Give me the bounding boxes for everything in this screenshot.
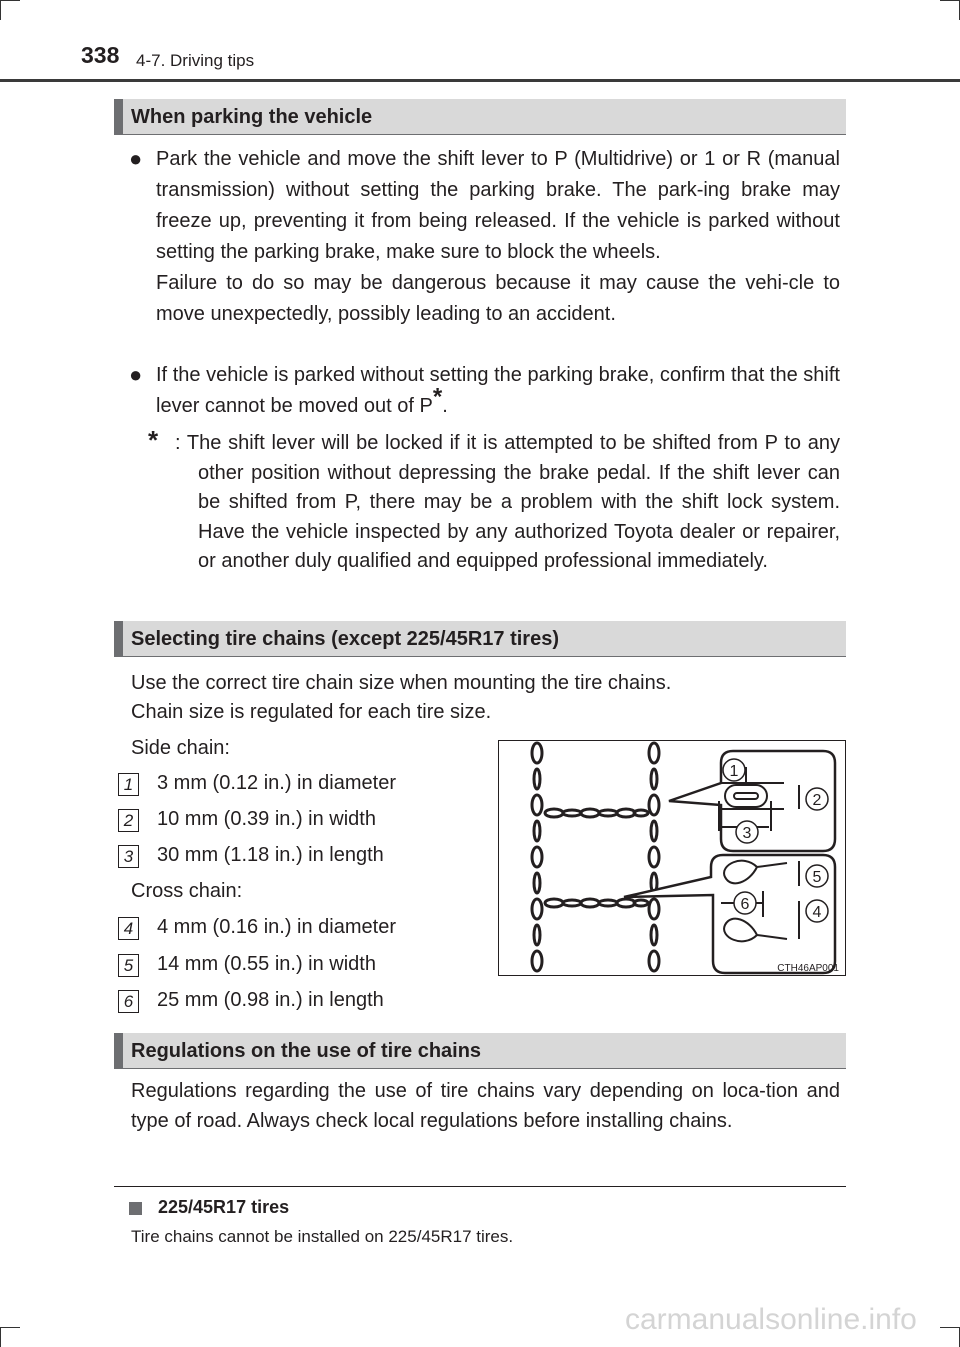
crop-mark: [940, 0, 960, 1]
callout-2: 2: [812, 792, 822, 809]
section-title: When parking the vehicle: [131, 106, 373, 128]
side-chain-label: Side chain:: [131, 737, 230, 759]
chapter-title: 4-7. Driving tips: [136, 51, 255, 70]
watermark: carmanualsonline.info: [625, 1303, 917, 1336]
chain-illustration: [499, 741, 845, 975]
spec-text: 10 mm (0.39 in.) in width: [157, 808, 376, 830]
spec-number: 1: [118, 773, 139, 796]
square-bullet-icon: [129, 1202, 142, 1215]
bullet-paragraph: Park the vehicle and move the shift lever to P (Multidrive) or 1 or R (manual transmission) without setting the parking brake. The park-ing brake may freeze up, preventing it from being released. If the vehicle is parked without setting the parking brake, make sure to block the wheels.: [156, 148, 840, 263]
section-title: Selecting tire chains (except 225/45R17 tires): [131, 628, 559, 650]
footnote-text: : The shift lever will be locked if it is attempted to be shifted from P to any other position without depressing the brake pedal. If the shift lever can be shifted from P, there may be a problem with the shift lock system. Have the vehicle inspected by any authorized Toyota dealer or repairer, or another duly qualified and equipped professional immediately.: [175, 432, 840, 573]
bullet-dot: ●: [129, 362, 143, 387]
bullet-dot: ●: [129, 146, 143, 171]
spec-number: 6: [118, 990, 139, 1013]
note-star: *: [148, 425, 159, 455]
crop-mark: [0, 0, 1, 20]
spec-text: 4 mm (0.16 in.) in diameter: [157, 916, 396, 938]
subsection-title: 225/45R17 tires: [158, 1197, 290, 1217]
callout-5: 5: [812, 869, 822, 886]
bullet-paragraph: If the vehicle is parked without setting the parking brake, confirm that the shift lever cannot be moved out of P: [156, 364, 840, 417]
crop-mark: [0, 1327, 1, 1347]
spec-number: 5: [118, 954, 139, 977]
spec-text: 30 mm (1.18 in.) in length: [157, 844, 384, 866]
spec-number: 2: [118, 809, 139, 832]
cross-chain-label: Cross chain:: [131, 880, 243, 902]
page-number: 338: [81, 42, 120, 68]
figure-code: CTH46AP001: [777, 963, 839, 974]
spec-number: 3: [118, 845, 139, 868]
header-rule: [0, 79, 960, 82]
footnote-marker: *: [432, 383, 443, 411]
spec-number: 4: [118, 917, 139, 940]
callout-4: 4: [812, 904, 822, 921]
section-rule: [114, 1186, 846, 1187]
callout-1: 1: [729, 763, 739, 780]
tire-chain-diagram: [498, 740, 846, 976]
bullet-paragraph: Failure to do so may be dangerous because it may cause the vehi-cle to move unexpectedly, possibly leading to an accident.: [156, 272, 840, 325]
period: .: [442, 395, 448, 417]
spec-text: 3 mm (0.12 in.) in diameter: [157, 772, 396, 794]
crop-mark: [0, 0, 20, 1]
section-title: Regulations on the use of tire chains: [131, 1040, 482, 1062]
bullet-text: [156, 360, 840, 422]
paragraph: Regulations regarding the use of tire chains vary depending on loca-tion and type of road. Always check local regulations before installing chains.: [131, 1080, 840, 1132]
bullet-text: [156, 144, 840, 330]
crop-mark: [940, 1327, 960, 1328]
spec-text: 14 mm (0.55 in.) in width: [157, 953, 376, 975]
crop-mark: [0, 1327, 20, 1328]
callout-6: 6: [740, 896, 750, 913]
section-heading-parking: [114, 99, 846, 135]
callout-3: 3: [742, 825, 752, 842]
paragraph: Use the correct tire chain size when mounting the tire chains.: [131, 672, 672, 694]
paragraph: Chain size is regulated for each tire size.: [131, 701, 492, 723]
section-heading-regulations: [114, 1033, 846, 1069]
section-heading-chains: [114, 621, 846, 657]
subsection-text: Tire chains cannot be installed on 225/45R17 tires.: [131, 1227, 514, 1246]
spec-text: 25 mm (0.98 in.) in length: [157, 989, 384, 1011]
